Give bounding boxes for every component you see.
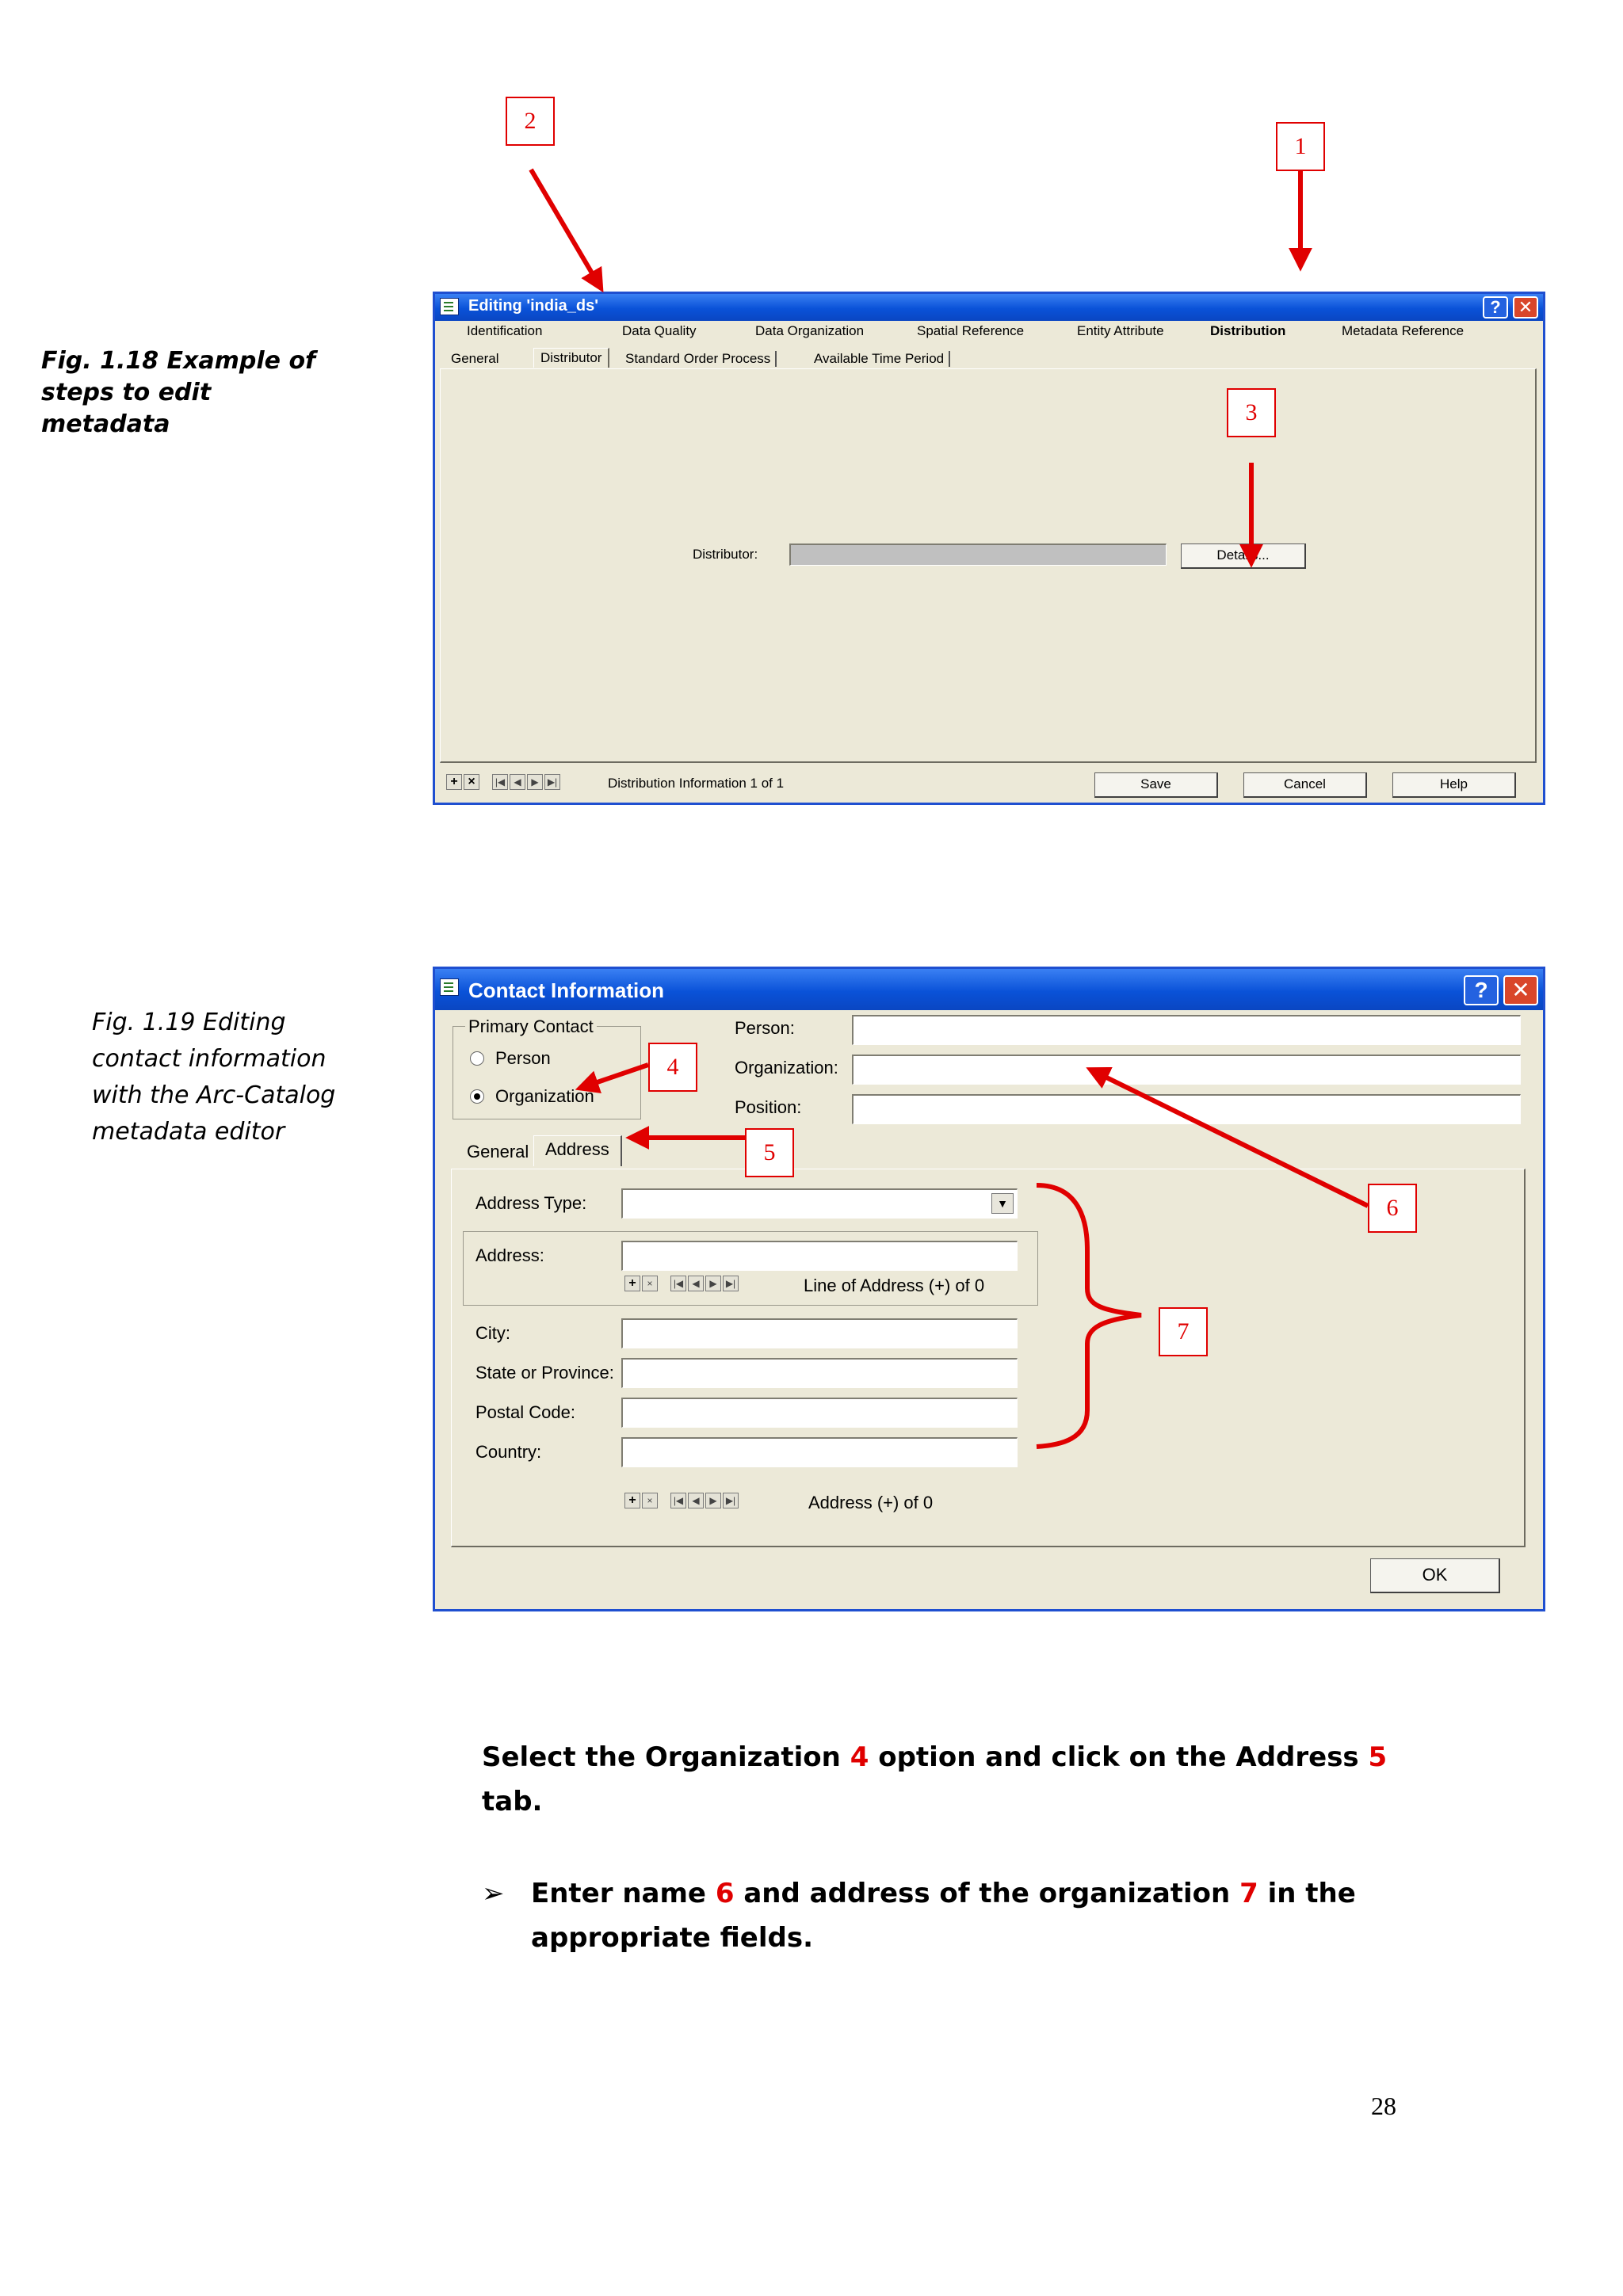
first-address-icon[interactable]: |◀ <box>670 1493 686 1508</box>
person-label: Person: <box>735 1018 795 1038</box>
contact-window-title: Contact Information <box>468 978 664 1002</box>
fig-1-18-caption: Fig. 1.18 Example of steps to edit metadata <box>41 347 316 438</box>
next-record-icon[interactable]: ▶ <box>527 774 543 790</box>
prev-line-icon[interactable]: ◀ <box>688 1276 704 1291</box>
page-number: 28 <box>1371 2092 1396 2120</box>
subtab-general[interactable]: General <box>451 351 499 366</box>
tab-data-quality[interactable]: Data Quality <box>622 323 697 338</box>
callout-3: 3 <box>1227 388 1276 437</box>
callout-1: 1 <box>1276 122 1325 171</box>
next-line-icon[interactable]: ▶ <box>705 1276 721 1291</box>
postal-code-label: Postal Code: <box>475 1402 575 1422</box>
chevron-down-icon[interactable]: ▼ <box>991 1193 1014 1214</box>
callout-5: 5 <box>745 1128 794 1177</box>
instruction-1-text-a: Select the Organization <box>482 1741 850 1773</box>
last-address-icon[interactable]: ▶| <box>723 1493 739 1508</box>
tab-entity-attribute[interactable]: Entity Attribute <box>1077 323 1164 338</box>
first-record-icon[interactable]: |◀ <box>492 774 508 790</box>
add-record-icon[interactable]: + <box>446 774 462 790</box>
cancel-button[interactable]: Cancel <box>1243 772 1367 798</box>
help-button[interactable]: Help <box>1392 772 1516 798</box>
prev-address-icon[interactable]: ◀ <box>688 1493 704 1508</box>
last-record-icon[interactable]: ▶| <box>544 774 560 790</box>
organization-label: Organization: <box>735 1058 838 1077</box>
tab-general[interactable]: General <box>467 1142 529 1161</box>
address-fields-brace <box>1037 1185 1141 1447</box>
save-button[interactable]: Save <box>1094 772 1218 798</box>
window-title: Editing 'india_ds' <box>468 297 598 315</box>
instruction-1-ref-4: 4 <box>850 1741 869 1773</box>
instruction-1-text-c: tab. <box>482 1786 543 1817</box>
close-title-button[interactable]: ✕ <box>1513 296 1538 318</box>
tab-metadata-reference[interactable]: Metadata Reference <box>1342 323 1465 338</box>
distribution-record-label: Distribution Information 1 of 1 <box>608 776 785 791</box>
distributor-label: Distributor: <box>693 547 758 562</box>
help-title-button[interactable]: ? <box>1483 296 1508 318</box>
position-label: Position: <box>735 1097 802 1117</box>
bullet-icon: ➢ <box>482 1878 505 1909</box>
instruction-2-ref-6: 6 <box>715 1878 735 1909</box>
first-line-icon[interactable]: |◀ <box>670 1276 686 1291</box>
subtab-available-time-period[interactable]: Available Time Period <box>814 351 950 367</box>
primary-contact-label: Primary Contact <box>465 1016 597 1037</box>
subtab-distributor[interactable]: Distributor <box>533 348 609 368</box>
arrow-6 <box>1094 1071 1368 1206</box>
next-address-icon[interactable]: ▶ <box>705 1493 721 1508</box>
instruction-paragraph-2 <box>531 1871 1411 1960</box>
tab-spatial-reference[interactable]: Spatial Reference <box>917 323 1025 338</box>
callout-4: 4 <box>648 1043 697 1092</box>
address-type-label: Address Type: <box>475 1193 587 1213</box>
line-of-address-label: Line of Address (+) of 0 <box>804 1276 985 1295</box>
tab-address[interactable]: Address <box>533 1135 622 1166</box>
callout-2: 2 <box>506 97 555 146</box>
subtab-standard-order-process[interactable]: Standard Order Process <box>625 351 777 367</box>
address-label: Address: <box>475 1245 544 1265</box>
instruction-2-text-c: in the appropriate fields. <box>531 1878 1356 1954</box>
arrow-4 <box>583 1065 648 1087</box>
instruction-1-text-b: option and click on the Address <box>869 1741 1369 1773</box>
last-line-icon[interactable]: ▶| <box>723 1276 739 1291</box>
details-button[interactable]: Details... <box>1181 543 1306 569</box>
tab-identification[interactable]: Identification <box>467 323 543 338</box>
prev-record-icon[interactable]: ◀ <box>510 774 525 790</box>
city-label: City: <box>475 1323 510 1343</box>
fig-1-19-caption: Fig. 1.19 Editing contact information with the Arc-Catalog metadata editor <box>92 1009 336 1146</box>
instruction-2-text-b: and address of the organization <box>734 1878 1240 1909</box>
ok-button[interactable]: OK <box>1370 1558 1500 1593</box>
address-record-label: Address (+) of 0 <box>808 1493 934 1512</box>
contact-help-title-button[interactable]: ? <box>1464 975 1499 1005</box>
country-label: Country: <box>475 1442 542 1462</box>
callout-6: 6 <box>1368 1184 1417 1233</box>
callout-7: 7 <box>1159 1307 1208 1356</box>
instruction-1-ref-5: 5 <box>1368 1741 1388 1773</box>
delete-address-icon[interactable]: × <box>642 1493 658 1508</box>
add-address-icon[interactable]: + <box>624 1493 640 1508</box>
instruction-2-text-a: Enter name <box>531 1878 716 1909</box>
person-option-label: Person <box>495 1048 551 1068</box>
add-line-icon[interactable]: + <box>624 1276 640 1291</box>
contact-close-title-button[interactable]: ✕ <box>1503 975 1538 1005</box>
tab-data-organization[interactable]: Data Organization <box>755 323 865 338</box>
tab-distribution[interactable]: Distribution <box>1210 323 1286 338</box>
state-label: State or Province: <box>475 1363 614 1383</box>
organization-option-label: Organization <box>495 1086 594 1106</box>
instruction-2-ref-7: 7 <box>1239 1878 1258 1909</box>
delete-line-icon[interactable]: × <box>642 1276 658 1291</box>
delete-record-icon[interactable]: × <box>464 774 479 790</box>
arrow-2 <box>531 170 599 285</box>
instruction-paragraph-1 <box>482 1735 1401 1824</box>
